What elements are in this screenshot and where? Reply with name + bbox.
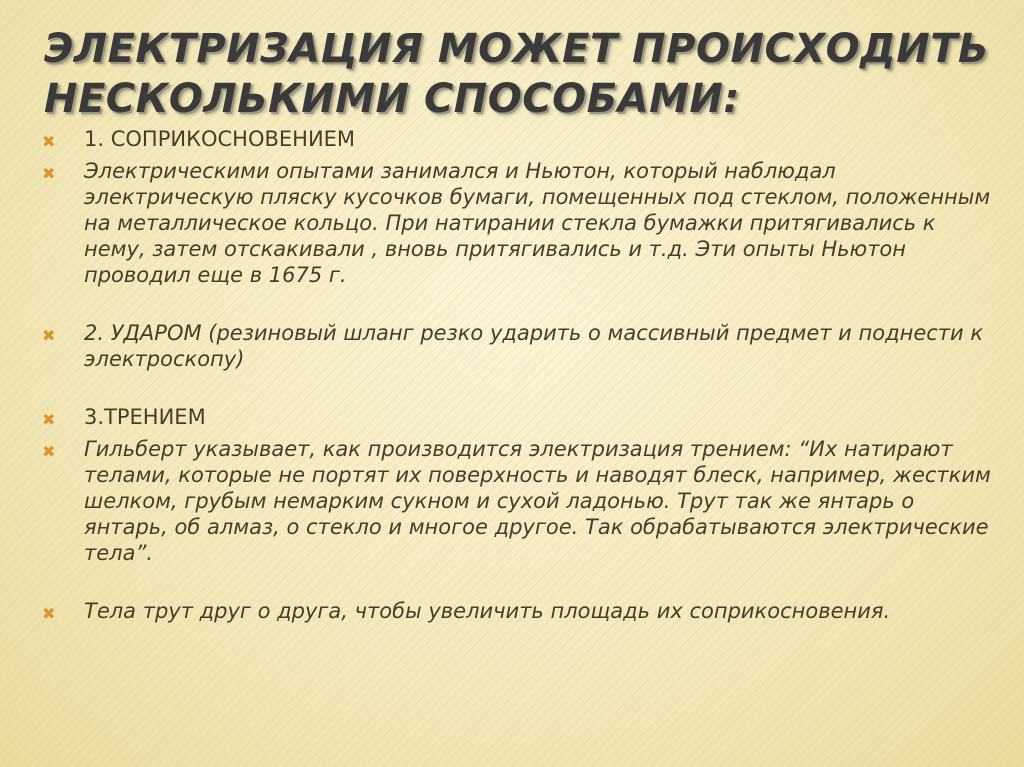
list-item-newton xyxy=(40,158,995,288)
title-line-1: ЭЛЕКТРИЗАЦИЯ МОЖЕТ ПРОИСХОДИТЬ xyxy=(44,26,990,72)
x-mark-bullet-icon: ✖ xyxy=(42,410,56,429)
slide-title xyxy=(44,24,990,124)
x-mark-bullet-icon: ✖ xyxy=(42,604,56,623)
list-item-text: Гильберт указывает, как производится электризация трением: “Их натирают телами, которые не портят их поверхность и наводят блеск, например, жестким шелком, грубым немарким сукном и сухой ладонью. Трут так же янтарь о янтарь, об алмаз, о стекло и многое другое. Так обрабатываются электрические тела”. xyxy=(84,437,991,565)
list-item-contact-heading xyxy=(40,126,995,152)
x-mark-bullet-icon: ✖ xyxy=(42,442,56,461)
content-list xyxy=(40,126,995,624)
x-mark-bullet-icon: ✖ xyxy=(42,164,56,183)
list-item-text: Тела трут друг о друга, чтобы увеличить площадь их соприкосновения. xyxy=(84,599,891,623)
list-item-text: Электрическими опытами занимался и Ньютон, который наблюдал электрическую пляску кусочков бумаги, помещенных под стеклом, положенным на металлическое кольцо. При натирании стекла бумажки притягивались к нему, затем отскакивали , вновь притягивались и т.д. Эти опыты Ньютон проводил еще в 1675 г. xyxy=(84,159,991,287)
title-line-2: НЕСКОЛЬКИМИ СПОСОБАМИ: xyxy=(44,76,740,122)
x-mark-bullet-icon: ✖ xyxy=(42,326,56,345)
list-item-impact xyxy=(40,320,995,372)
x-mark-bullet-icon: ✖ xyxy=(42,132,56,151)
list-item-contact-area xyxy=(40,598,995,624)
list-item-text: 2. УДАРОМ (резиновый шланг резко ударить о массивный предмет и поднести к электроскопу) xyxy=(84,321,984,371)
list-item-gilbert xyxy=(40,436,995,566)
list-item-text: 1. СОПРИКОСНОВЕНИЕМ xyxy=(84,127,356,151)
list-item-friction-heading xyxy=(40,404,995,430)
list-item-text: 3.ТРЕНИЕМ xyxy=(84,405,206,429)
